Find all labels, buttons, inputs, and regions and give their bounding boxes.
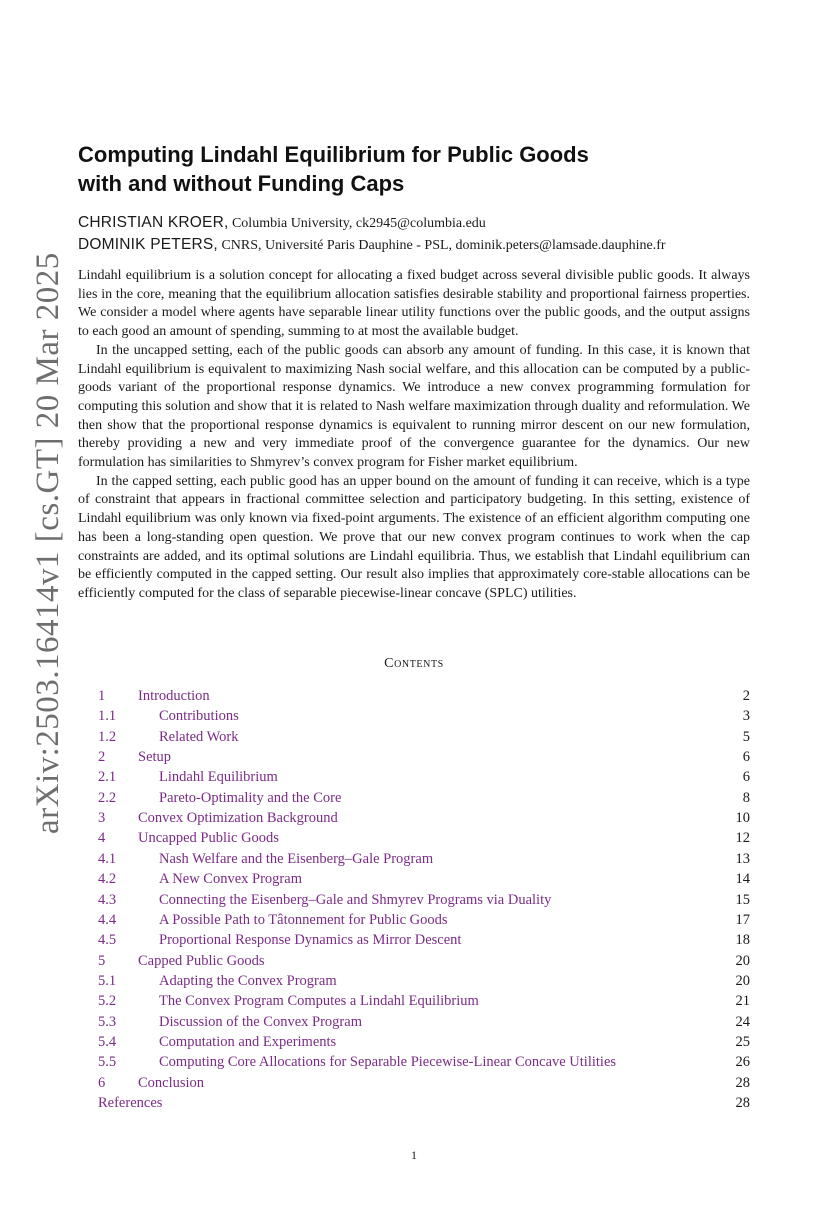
toc-entry-link[interactable]: The Convex Program Computes a Lindahl Equilibrium <box>159 993 479 1010</box>
toc-entry-page: 3 <box>742 708 750 725</box>
toc-entry-number: 1.2 <box>98 728 117 745</box>
toc-entry[interactable] <box>98 767 750 787</box>
paper-title <box>78 140 758 198</box>
toc-entry[interactable] <box>98 828 750 848</box>
author-peters <box>78 236 666 254</box>
abstract-paragraph-2: In the uncapped setting, each of the public goods can absorb any amount of funding. In this case, it is known that Lindahl equilibrium is equivalent to maximizing Nash social welfare, and this allocation can be computed by a public-goods variant of the proportional response dynamics. We introduce a new convex programming formulation for computing this solution and show that it is related to Nash welfare maximization through duality and reformulation. We then show that the proportional response dynamics is equivalent to running mirror descent on our new formulation, thereby providing a new and very immediate proof of the convergence guarantee for the dynamics. Our new formulation has similarities to Shmyrev’s convex program for Fisher market equilibrium. <box>78 342 750 471</box>
toc-entry-number: 5.1 <box>98 972 117 989</box>
arxiv-identifier: arXiv:2503.16414v1 [cs.GT] 20 Mar 2025 <box>30 252 66 834</box>
toc-entry-link[interactable]: Proportional Response Dynamics as Mirror Descent <box>159 932 462 949</box>
toc-entry-page: 14 <box>735 871 750 888</box>
toc-entry-page: 5 <box>742 728 750 745</box>
toc-entry-number: 5.2 <box>98 993 117 1010</box>
toc-entry-page: 6 <box>742 769 750 786</box>
author-name: DOMINIK PETERS, <box>78 236 218 253</box>
title-line-1: Computing Lindahl Equilibrium for Public Goods <box>78 142 589 167</box>
abstract <box>78 267 750 604</box>
toc-entry[interactable] <box>98 971 750 991</box>
toc-entry[interactable] <box>98 788 750 808</box>
toc-entry-link[interactable]: Convex Optimization Background <box>138 810 338 827</box>
toc-entry[interactable] <box>98 910 750 930</box>
toc-entry[interactable] <box>98 1032 750 1052</box>
toc-entry-number: 2.1 <box>98 769 117 786</box>
toc-entry-link[interactable]: Lindahl Equilibrium <box>159 769 278 786</box>
toc-entry-number: 5 <box>98 952 106 969</box>
abstract-paragraph-1: Lindahl equilibrium is a solution concept for allocating a fixed budget across several divisible public goods. It always lies in the core, meaning that the equilibrium allocation satisfies desirable stability and proportional fairness properties. We consider a model where agents have separable linear utility functions over the public goods, and the output assigns to each good an amount of spending, summing to at most the available budget. <box>78 268 750 340</box>
toc-entry-link[interactable]: Discussion of the Convex Program <box>159 1013 362 1030</box>
toc-entry-number: 2.2 <box>98 789 117 806</box>
toc-entry-link[interactable]: Capped Public Goods <box>138 952 265 969</box>
toc-entry-number: 5.5 <box>98 1054 117 1071</box>
toc-entry-link[interactable]: Conclusion <box>138 1074 205 1091</box>
toc-entry-link[interactable]: Adapting the Convex Program <box>159 972 337 989</box>
toc-entry-number: 4.2 <box>98 871 117 888</box>
toc-entry-page: 21 <box>735 993 750 1010</box>
toc-entry-number: 1.1 <box>98 708 117 725</box>
author-name: CHRISTIAN KROER, <box>78 214 229 231</box>
contents-heading: Contents <box>384 656 444 671</box>
toc-entry[interactable] <box>98 890 750 910</box>
author-affiliation: CNRS, Université Paris Dauphine - PSL, dominik.peters@lamsade.dauphine.fr <box>217 238 666 253</box>
toc-entry-page: 26 <box>735 1054 750 1071</box>
toc-entry-link[interactable]: Nash Welfare and the Eisenberg–Gale Program <box>159 850 434 867</box>
toc-entry-link[interactable]: Introduction <box>138 688 210 704</box>
toc-entry-page: 6 <box>742 749 750 766</box>
page-number: 1 <box>411 1148 417 1162</box>
toc-entry[interactable] <box>98 1093 750 1113</box>
author-affiliation: Columbia University, ck2945@columbia.edu <box>228 216 486 231</box>
toc-entry-page: 17 <box>735 911 750 928</box>
toc-entry-link[interactable]: Related Work <box>159 728 239 745</box>
toc-entry-page: 10 <box>735 810 750 827</box>
toc-entry-link[interactable]: Computation and Experiments <box>159 1033 337 1050</box>
toc-entry-page: 18 <box>735 932 750 949</box>
toc-entry-page: 25 <box>735 1033 750 1050</box>
toc-entry-page: 24 <box>735 1013 750 1030</box>
toc-entry-page: 13 <box>735 850 750 867</box>
toc-entry[interactable] <box>98 727 750 747</box>
toc-entry-number: 3 <box>98 810 106 827</box>
toc-entry-page: 15 <box>735 891 750 908</box>
toc-entry-number: 4.4 <box>98 911 117 928</box>
toc-entry-page: 28 <box>735 1074 750 1091</box>
title-line-2: with and without Funding Caps <box>78 171 405 196</box>
toc-entry[interactable] <box>98 747 750 767</box>
toc-entry-page: 2 <box>742 688 750 704</box>
toc-entry-link[interactable]: A New Convex Program <box>159 871 302 888</box>
toc-entry[interactable] <box>98 1052 750 1072</box>
toc-entry-link[interactable]: Computing Core Allocations for Separable Piecewise-Linear Concave Utilities <box>159 1054 617 1071</box>
toc-entry[interactable] <box>98 1073 750 1093</box>
toc-entry-link[interactable]: References <box>98 1095 163 1111</box>
toc-entry-page: 28 <box>735 1095 750 1111</box>
toc-entry-link[interactable]: Contributions <box>159 708 239 725</box>
toc-entry-link[interactable]: Setup <box>138 749 172 766</box>
toc-entry[interactable] <box>98 991 750 1011</box>
toc-entry[interactable] <box>98 1012 750 1032</box>
toc-entry[interactable] <box>98 869 750 889</box>
toc-entry-number: 5.4 <box>98 1033 117 1050</box>
toc-entry-number: 4 <box>98 830 106 847</box>
toc-entry[interactable] <box>98 849 750 869</box>
toc-entry-number: 1 <box>98 688 106 704</box>
author-kroer <box>78 214 486 232</box>
toc-entry-number: 2 <box>98 749 106 766</box>
toc-entry-page: 8 <box>742 789 750 806</box>
toc-entry[interactable] <box>98 930 750 950</box>
toc-entry-page: 20 <box>735 952 750 969</box>
toc-entry-link[interactable]: Pareto-Optimality and the Core <box>159 789 342 806</box>
toc-entry-link[interactable]: Uncapped Public Goods <box>138 830 279 847</box>
toc-entry-page: 12 <box>735 830 750 847</box>
toc-entry[interactable] <box>98 706 750 726</box>
toc-entry-number: 6 <box>98 1074 106 1091</box>
toc-entry[interactable] <box>98 686 750 706</box>
abstract-paragraph-3: In the capped setting, each public good has an upper bound on the amount of funding it can receive, which is a type of constraint that appears in fractional committee selection and participatory budgeting. In this setting, existence of Lindahl equilibrium was only known via fixed-point arguments. The existence of an efficient algorithm computing one has been a long-standing open question. We prove that our new convex program continues to work when the cap constraints are added, and its optimal solutions are Lindahl equilibria. Thus, we establish that Lindahl equilibrium can be efficiently computed in the capped setting. Our result also implies that approximately core-stable allocations can be efficiently computed for the class of separable piecewise-linear concave (SPLC) utilities. <box>78 473 750 601</box>
toc-entry-number: 5.3 <box>98 1013 117 1030</box>
toc-entry-link[interactable]: Connecting the Eisenberg–Gale and Shmyrev Programs via Duality <box>159 891 552 908</box>
toc-entry[interactable] <box>98 951 750 971</box>
toc-entry-number: 4.1 <box>98 850 117 867</box>
toc-entry-number: 4.3 <box>98 891 117 908</box>
toc-entry-number: 4.5 <box>98 932 117 949</box>
toc-entry-page: 20 <box>735 972 750 989</box>
toc-entry[interactable] <box>98 808 750 828</box>
toc-entry-link[interactable]: A Possible Path to Tâtonnement for Public Goods <box>159 911 448 928</box>
